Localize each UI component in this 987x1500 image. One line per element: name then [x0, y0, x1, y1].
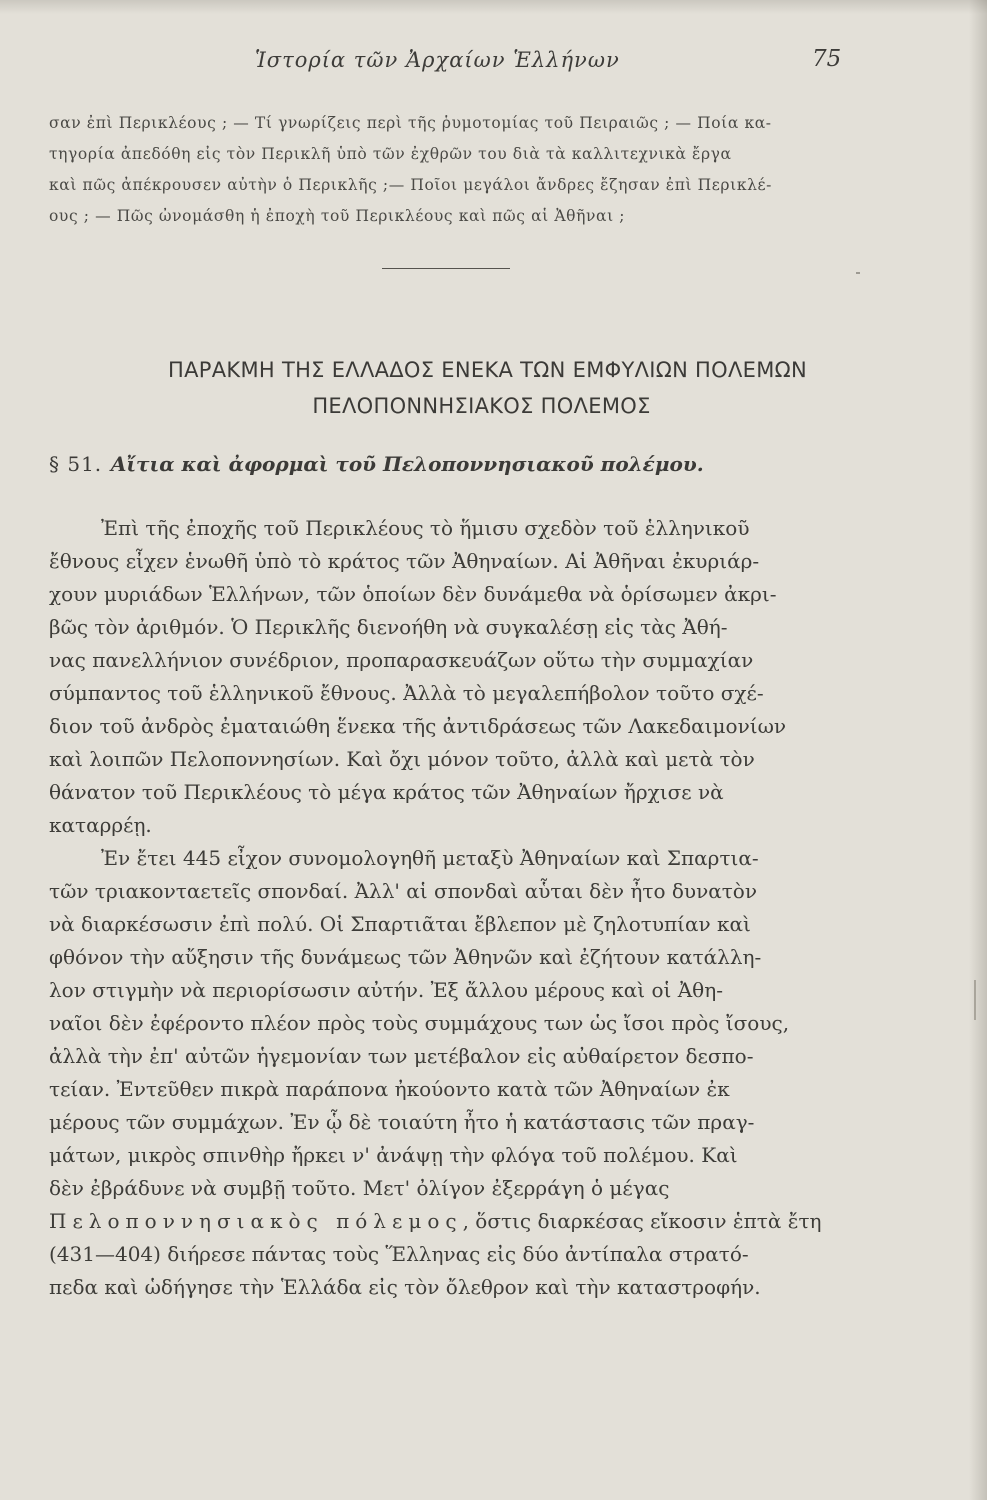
body-line: διον τοῦ ἀνδρὸς ἐματαιώθη ἕνεκα τῆς ἀντιδράσεως τῶν Λακεδαιμονίων [49, 714, 787, 738]
page-number: 75 [812, 46, 842, 72]
paper-speck [856, 272, 860, 274]
body-text [49, 512, 849, 1304]
spaced-term: Πελοποννησιακὸς πόλεμος [49, 1209, 463, 1233]
body-line: νας πανελλήνιον συνέδριον, προπαρασκευάζων οὕτω τὴν συμμαχίαν [49, 648, 754, 672]
body-line: δὲν ἐβράδυνε νὰ συμβῇ τοῦτο. Μετ' ὀλίγον ἐξερράγη ὁ μέγας [49, 1176, 670, 1200]
body-line [49, 1205, 849, 1238]
question-line: τηγορία ἀπεδόθη εἰς τὸν Περικλῆ ὑπὸ τῶν ἐχθρῶν του διὰ τὰ καλλιτεχνικὰ ἔργα [49, 145, 732, 163]
section-caption: Αἴτια καὶ ἀφορμαὶ τοῦ Πελοποννησιακοῦ πολέμου. [110, 452, 704, 476]
body-line: Ἐπὶ τῆς ἐποχῆς τοῦ Περικλέους τὸ ἥμισυ σχεδὸν τοῦ ἑλληνικοῦ [101, 516, 750, 540]
body-line: τείαν. Ἐντεῦθεν πικρὰ παράπονα ἠκούοντο κατὰ τῶν Ἀθηναίων ἐκ [49, 1077, 730, 1101]
separator-rule [382, 268, 510, 269]
review-questions [49, 108, 861, 232]
body-line: πεδα καὶ ὡδήγησε τὴν Ἑλλάδα εἰς τὸν ὄλεθρον καὶ τὴν καταστροφήν. [49, 1275, 761, 1299]
question-line: σαν ἐπὶ Περικλέους ; — Τί γνωρίζεις περὶ τῆς ῥυμοτομίας τοῦ Πειραιῶς ; — Ποία κα- [49, 114, 772, 132]
body-line: σύμπαντος τοῦ ἑλληνικοῦ ἔθνους. Ἀλλὰ τὸ μεγαλεπήβολον τοῦτο σχέ- [49, 681, 764, 705]
body-line: καὶ λοιπῶν Πελοποννησίων. Καὶ ὄχι μόνον τοῦτο, ἀλλὰ καὶ μετὰ τὸν [49, 747, 755, 771]
chapter-heading-line-2: ΠΕΛΟΠΟΝΝΗΣΙΑΚΟΣ ΠΟΛΕΜΟΣ [312, 394, 651, 418]
section-number: § 51. [49, 452, 103, 476]
body-line: ναῖοι δὲν ἐφέροντο πλέον πρὸς τοὺς συμμάχους των ὡς ἴσοι πρὸς ἴσους, [49, 1011, 790, 1035]
body-line: θάνατον τοῦ Περικλέους τὸ μέγα κράτος τῶν Ἀθηναίων ἤρχισε νὰ [49, 780, 724, 804]
page-edge-mark [974, 980, 976, 1020]
question-line: καὶ πῶς ἀπέκρουσεν αὐτὴν ὁ Περικλῆς ;— Ποῖοι μεγάλοι ἄνδρες ἔζησαν ἐπὶ Περικλέ- [49, 176, 772, 194]
chapter-heading [0, 352, 987, 424]
body-line-continuation: , ὅστις διαρκέσας εἴκοσιν ἑπτὰ ἔτη [462, 1209, 822, 1233]
body-line: λον στιγμὴν νὰ περιορίσωσιν αὐτήν. Ἐξ ἄλλου μέρους καὶ οἱ Ἀθη- [49, 978, 723, 1002]
body-line: φθόνον τὴν αὔξησιν τῆς δυνάμεως τῶν Ἀθηνῶν καὶ ἐζήτουν κατάλλη- [49, 945, 762, 969]
body-line: ἔθνους εἶχεν ἑνωθῆ ὑπὸ τὸ κράτος τῶν Ἀθηναίων. Αἱ Ἀθῆναι ἐκυριάρ- [49, 549, 760, 573]
body-line: (431—404) διήρεσε πάντας τοὺς Ἕλληνας εἰς δύο ἀντίπαλα στρατό- [49, 1242, 749, 1266]
question-line: ους ; — Πῶς ὠνομάσθη ἡ ἐποχὴ τοῦ Περικλέους καὶ πῶς αἱ Ἀθῆναι ; [49, 207, 626, 225]
body-line: μάτων, μικρὸς σπινθὴρ ἤρκει ν' ἀνάψῃ τὴν φλόγα τοῦ πολέμου. Καὶ [49, 1143, 738, 1167]
body-line: χουν μυριάδων Ἑλλήνων, τῶν ὁποίων δὲν δυνάμεθα νὰ ὁρίσωμεν ἀκρι- [49, 582, 777, 606]
body-line: καταρρέῃ. [49, 813, 152, 837]
running-title: Ἱστορία τῶν Ἀρχαίων Ἑλλήνων [255, 48, 620, 72]
body-line: νὰ διαρκέσωσιν ἐπὶ πολύ. Οἱ Σπαρτιᾶται ἔβλεπον μὲ ζηλοτυπίαν καὶ [49, 912, 751, 936]
body-line: ἀλλὰ τὴν ἐπ' αὐτῶν ἡγεμονίαν των μετέβαλον εἰς αὐθαίρετον δεσπο- [49, 1044, 754, 1068]
body-line: Ἐν ἔτει 445 εἶχον συνομολογηθῆ μεταξὺ Ἀθηναίων καὶ Σπαρτια- [101, 846, 759, 870]
body-line: βῶς τὸν ἀριθμόν. Ὁ Περικλῆς διενοήθη νὰ συγκαλέσῃ εἰς τὰς Ἀθή- [49, 615, 728, 639]
body-line: τῶν τριακονταετεῖς σπονδαί. Ἀλλ' αἱ σπονδαὶ αὗται δὲν ἦτο δυνατὸν [49, 879, 758, 903]
section-title [49, 452, 704, 476]
body-line: μέρους τῶν συμμάχων. Ἐν ᾧ δὲ τοιαύτη ἦτο ἡ κατάστασις τῶν πραγ- [49, 1110, 755, 1134]
chapter-heading-line-1: ΠΑΡΑΚΜΗ ΤΗΣ ΕΛΛΑΔΟΣ ΕΝΕΚΑ ΤΩΝ ΕΜΦΥΛΙΩΝ ΠΟΛΕΜΩΝ [168, 358, 807, 382]
running-head [0, 44, 987, 84]
